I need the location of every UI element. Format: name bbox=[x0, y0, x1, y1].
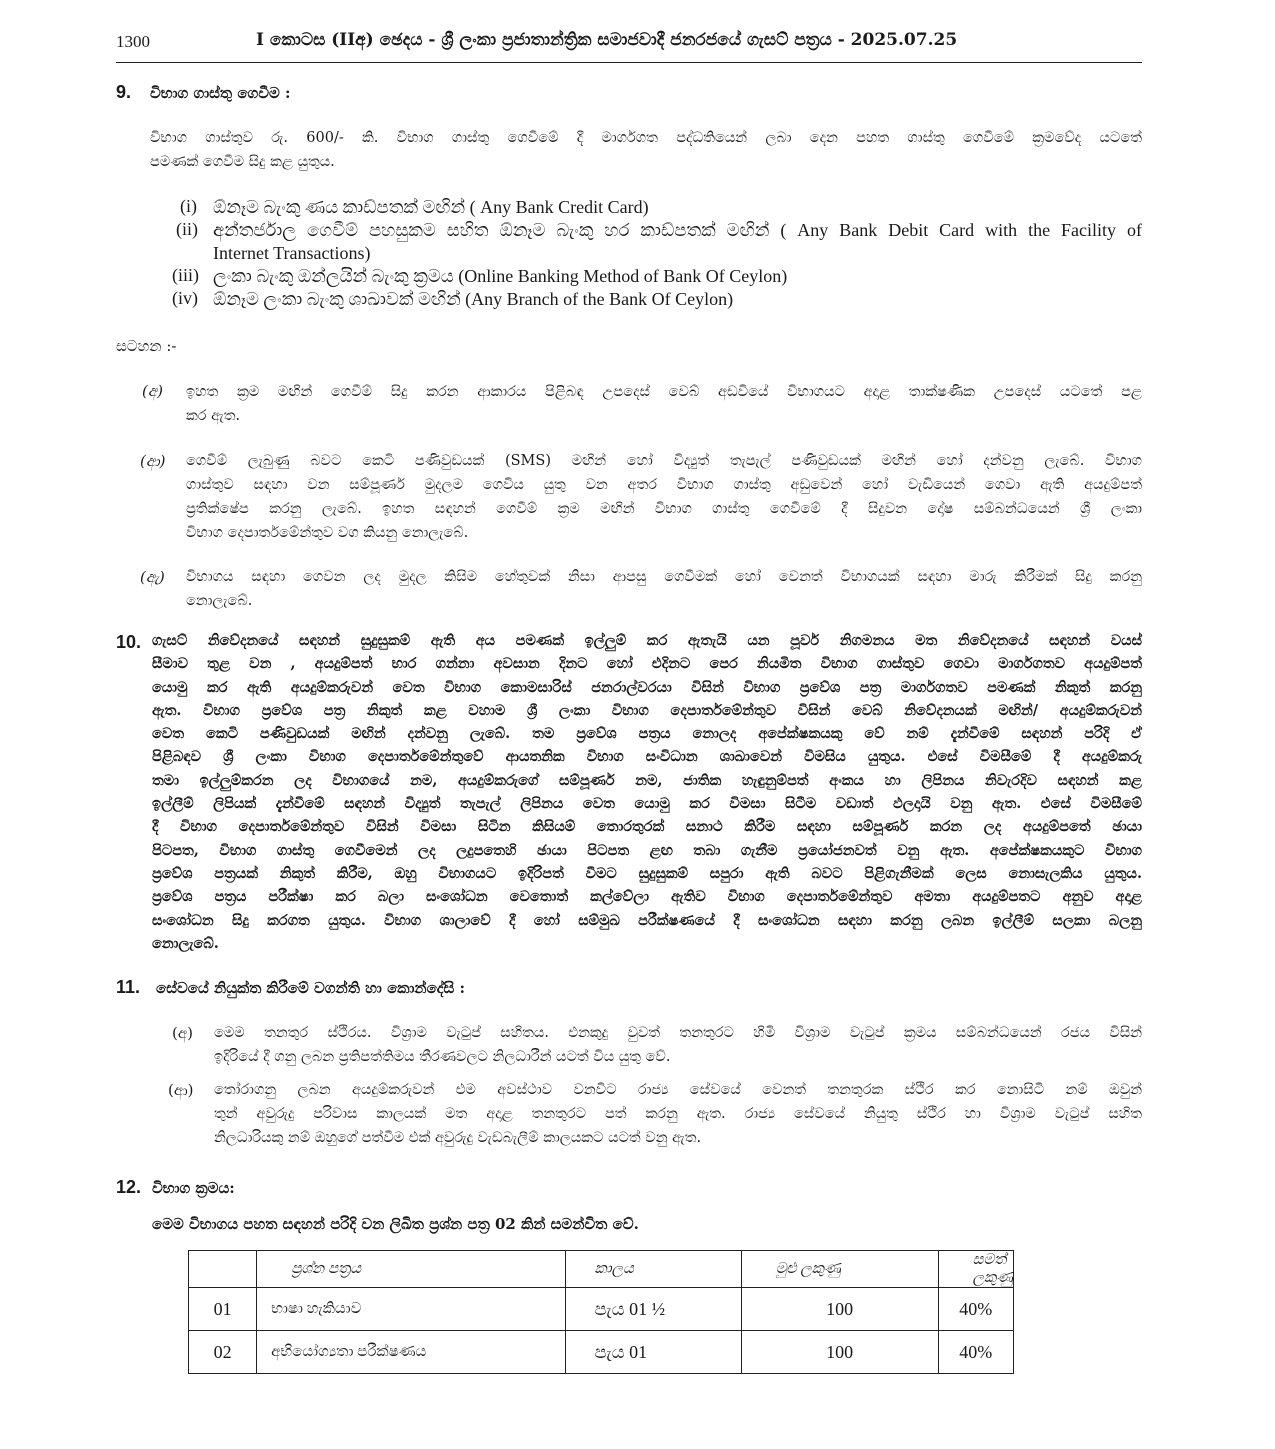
item-label: (ii) bbox=[176, 219, 198, 239]
header-cell: මුළු ලකුණු bbox=[741, 1251, 938, 1288]
payment-methods-list bbox=[150, 196, 1142, 311]
table-cell: 02 bbox=[189, 1331, 257, 1374]
table-cell: 100 bbox=[741, 1331, 938, 1374]
note-label: (ඇ) bbox=[140, 568, 165, 586]
condition-item bbox=[214, 1078, 1142, 1150]
condition-line: මෙම තනතුර ස්ථිරය. විශ්‍රාම වැටුප් සහිතය. එනකුදු වුවත් තනතුරට හිමි විශ්‍රාම වැටුප් ක්‍රමය සම්බන්ධයෙන් රජය විසින් bbox=[214, 1025, 1142, 1041]
payment-method-item bbox=[150, 265, 1142, 288]
section-11-title: සේවයේ නියුක්ත කිරීමේ වගන්ති හා කොන්දේසි : bbox=[156, 979, 466, 997]
table-cell: අභියෝග්‍යතා පරීක්ෂණය bbox=[257, 1331, 566, 1374]
header-cell: සමත් ලකුණු bbox=[938, 1251, 1013, 1288]
condition-line: ඉදිරියේ දී ගනු ලබන ප්‍රතිපත්තිමය තීරණවලට නිලධාරීන් යටත් විය යුතු වේ. bbox=[214, 1049, 671, 1065]
section-12-title: විභාග ක්‍රමය: bbox=[152, 1179, 235, 1197]
note-title: සටහන :- bbox=[116, 337, 177, 355]
header-cell bbox=[189, 1251, 257, 1288]
table-cell: 40% bbox=[938, 1288, 1013, 1331]
note-label: (ආ) bbox=[140, 452, 166, 470]
note-line: විභාගය සඳහා ගෙවන ලද මුදල කිසිම හේතුවක් නිසා ආපසු ගෙවීමක් හෝ වෙනත් විභාගයක් සඳහා මාරු කිරීමක් සිදු කරනු bbox=[186, 569, 1142, 585]
section-10-line: පිළිබඳව ශ්‍රී ලංකා විභාග දෙපාර්තමේන්තුවේ ආයතනික විභාග සංවිධාන ශාඛාවෙන් විමසිය යුතුය. එසේ විමසීමේ දී අයදුම්කරු bbox=[152, 748, 1142, 766]
header-cell: ප්‍රශ්න පත්‍රය bbox=[257, 1251, 566, 1288]
table-cell: පැය 01 ½ bbox=[566, 1288, 741, 1331]
item-label: (iii) bbox=[172, 265, 199, 285]
item-text: ඕනෑම ලංකා බැංකු ශාඛාවක් මඟින් (Any Branch of the Bank Of Ceylon) bbox=[213, 289, 734, 309]
section-12-number: 12. bbox=[116, 1177, 142, 1197]
note-label: (අ) bbox=[142, 382, 163, 400]
condition-line: නිලධාරියකු නම් ඔහුගේ පත්වීම එක් අවුරුදු වැඩබැලීම් කාලයකට යටත් වනු ඇත. bbox=[214, 1130, 702, 1146]
table-cell: භාෂා හැකියාව bbox=[257, 1288, 566, 1331]
note-item bbox=[186, 380, 1142, 428]
condition-label: (අ) bbox=[172, 1024, 193, 1042]
section-9-line: පමණක් ගෙවීම සිදු කළ යුතුය. bbox=[150, 154, 335, 170]
note-item bbox=[186, 449, 1142, 545]
item-label: (i) bbox=[180, 196, 197, 216]
table-cell: පැය 01 bbox=[566, 1331, 741, 1374]
note-line: ගෙවීම් ලැබුණු බවට කෙටි පණිවුඩයක් (SMS) මඟින් හෝ විද්‍යුත් තැපැල් පණිවුඩයක් මඟින් හෝ දන්වනු ලැබේ. විභාග bbox=[186, 453, 1142, 469]
table-header-row bbox=[189, 1251, 1014, 1288]
condition-line: තුන් අවුරුදු පරිවාස කාලයක් මත අදාළ තනතුරට පත් කරනු ඇත. රාජ්‍ය සේවයේ නියුතු ස්ථිර හා විශ්‍රාම වැටුප් සහිත bbox=[214, 1106, 1142, 1122]
page-header bbox=[116, 30, 1142, 63]
section-10-line: ප්‍රවේශ පත්‍රය පරීක්ෂා කර බලා සංශෝධන වෙතොත් කල්වේලා ඇතිව විභාග දෙපාර්තමේන්තුව අමතා අයදුම්පතට අනුව අදාළ bbox=[152, 888, 1142, 906]
section-10-line: යොමු කර ඇති අයදුම්කරුවන් වෙත විභාග කොමසාරිස් ජනරාල්වරයා විසින් විභාග ප්‍රවේශ පත්‍ර මාර්ගගතව පමණක් නිකුත් කරනු bbox=[152, 678, 1142, 696]
section-10-line: දී විභාග දෙපාර්තමේන්තුව විසින් විමසා සිටින කිසියම් තොරතුරක් සනාථ කිරීම සඳහා සම්පූර්ණ කරන ලද අයදුම්පතේ ඡායා bbox=[152, 818, 1142, 836]
section-10-number: 10. bbox=[116, 632, 142, 652]
note-line: ප්‍රතික්ෂේප කරනු ලැබේ. ඉහත සඳහන් ගෙවීම් ක්‍රම මඟින් විභාග ගාස්තු ගෙවීමේ දී සිදුවන දෝෂ සම්බන්ධයෙන් ශ්‍රී ලංකා bbox=[186, 501, 1142, 517]
section-9-line: විභාග ගාස්තුව රු. 600/- කි. විභාග ගාස්තු ගෙවීමේ දී මාර්ගගත පද්ධතියෙන් ලබා දෙන පහත ගාස්තු ගෙවීමේ ක්‍රමවේද යටතේ bbox=[150, 130, 1142, 146]
table-row bbox=[189, 1288, 1014, 1331]
section-10-line: ඉල්ලීම් ලිපියක් දැන්වීමේ සඳහන් විද්‍යුත් තැපැල් ලිපිනය වෙත යොමු කර විමසා සිටීම වඩාත් ඵලදායි වනු ඇත. එසේ විමසීමේ bbox=[152, 795, 1142, 813]
section-11-number: 11. bbox=[116, 977, 141, 997]
section-9-title: විභාග ගාස්තු ගෙවීම : bbox=[150, 84, 291, 102]
section-10-line: ඇත. විභාග ප්‍රවේශ පත්‍ර නිකුත් කළ වහාම ශ්‍රී ලංකා විභාග දෙපාර්තමේන්තුව විසින් වෙබ් නිවේදනයක් මඟින්/ අයදුම්කරුවන් bbox=[152, 701, 1142, 719]
section-10-line: ගැසට් නිවේදනයේ සඳහන් සුදුසුකම් ඇති අය පමණක් ඉල්ලුම් කර ඇතැයි යන පූර්ව නිගමනය මත නිවේදනයේ සඳහන් වයස් bbox=[152, 632, 1142, 649]
condition-label: (ආ) bbox=[168, 1081, 194, 1099]
note-line: විභාග දෙපාර්තමේන්තුව වග කියනු නොලැබේ. bbox=[186, 525, 469, 541]
payment-method-item bbox=[150, 288, 1142, 311]
section-10-line: ප්‍රවේශ පත්‍රයක් නිකුත් කිරීම, ඔහු විභාගයට ඉදිරිපත් වීමට සුදුසුකම් සපුරා ඇති බවට පිළිගැනීමක් ලෙස නොසැලකිය යුතුය. bbox=[152, 864, 1142, 882]
note-line: නොලැබේ. bbox=[186, 593, 253, 609]
section-9-number: 9. bbox=[116, 82, 132, 102]
section-9-paragraph bbox=[150, 126, 1142, 174]
table-cell: 40% bbox=[938, 1331, 1013, 1374]
section-10-paragraph bbox=[152, 629, 1142, 955]
table-row bbox=[189, 1331, 1014, 1374]
item-label: (iv) bbox=[172, 288, 198, 308]
condition-item bbox=[214, 1021, 1142, 1069]
item-text: ලංකා බැංකු ඔන්ලයින් බැංකු ක්‍රමය (Online Banking Method of Bank Of Ceylon) bbox=[213, 266, 788, 286]
note-line: ගාස්තුව සඳහා වන සම්පූර්ණ මුදලම ගෙවිය යුතු වන අතර විභාග ගාස්තු අඩුවෙන් හෝ වැඩියෙන් ගෙවා ඇති අයදුම්පත් bbox=[186, 477, 1142, 493]
section-10-line: පිටපත, විභාග ගාස්තු ගෙවීමෙන් ලද ලදුපතෙහි ඡායා පිටපත ළඟ තබා ගැනීම ප්‍රයෝජනවත් වනු ඇත. අපේක්ෂකයකුට විභාග bbox=[152, 841, 1142, 859]
header-cell: කාලය bbox=[566, 1251, 741, 1288]
payment-method-item bbox=[150, 196, 1142, 219]
page-number: 1300 bbox=[116, 32, 150, 51]
condition-line: තෝරාගනු ලබන අයදුම්කරුවන් එම අවස්ථාව වනවිට රාජ්‍ය සේවයේ වෙනත් තනතුරක ස්ථිර කර නොසිටී නම් ඔවුන් bbox=[214, 1082, 1142, 1098]
table-cell: 01 bbox=[189, 1288, 257, 1331]
payment-method-item bbox=[150, 219, 1142, 265]
gazette-title: I කොටස (IIඅ) ඡෙදය - ශ්‍රී ලංකා ප්‍රජාතාන්ත්‍රික සමාජවාදී ජනරජයේ ගැසට් පත්‍රය - 2025.07.25 bbox=[256, 30, 958, 50]
section-10-line: තමා ඉල්ලුම්කරන ලද විභාගයේ නම, අයදුම්කරුගේ සම්පූර්ණ නම, ජාතික හැඳුනුම්පත් අංකය හා ලිපිනය නිවැරදිව සඳහන් කළ bbox=[152, 771, 1142, 789]
note-item bbox=[186, 565, 1142, 613]
exam-scheme-table bbox=[188, 1250, 1014, 1374]
item-text: ඕනෑම බැංකු ණය කාඩ්පතක් මඟින් ( Any Bank Credit Card) bbox=[213, 197, 649, 217]
section-10-line: නොලැබේ. bbox=[152, 934, 219, 952]
section-10-line: සීමාව තුළ වන , අයදුම්පත් භාර ගන්නා අවසාන දිනට හෝ එදිනට පෙර නියමිත විභාග ගාස්තුව ගෙවා මාර්ගගතව අයදුම්පත් bbox=[152, 655, 1142, 673]
item-text-continued: Internet Transactions) bbox=[213, 243, 371, 263]
note-line: ඉහත ක්‍රම මඟින් ගෙවීම් සිදු කරන ආකාරය පිළිබඳ උපදෙස් වෙබ් අඩවියේ විභාගයට අදාළ තාක්ෂණික උපදෙස් යටතේ පළ bbox=[186, 384, 1142, 400]
section-12-intro: මෙම විභාගය පහත සඳහන් පරිදි වන ලිඛිත ප්‍රශ්න පත්‍ර 02 කින් සමන්විත වේ. bbox=[152, 1215, 639, 1233]
note-line: කර ඇත. bbox=[186, 408, 241, 424]
item-text: අන්තර්ජාල ගෙවීම් පහසුකම සහිත ඕනෑම බැංකු හර කාඩ්පතක් මඟින් ( Any Bank Debit Card with the Facility of bbox=[213, 220, 1142, 240]
table-cell: 100 bbox=[741, 1288, 938, 1331]
section-10-line: සංශෝධන සිදු කරගත යුතුය. විභාග ශාලාවේ දී හෝ සම්මුඛ පරීක්ෂණයේ දී සංශෝධන සඳහා කරනු ලබන ඉල්ලීම් සලකා බලනු bbox=[152, 911, 1142, 929]
section-10-line: වෙත කෙටි පණිවුඩයක් මඟින් දන්වනු ලැබේ. තම ප්‍රවේශ පත්‍රය නොලද අපේක්ෂකයකු වේ නම් දැන්වීමේ සඳහන් පරිදි ඒ bbox=[152, 725, 1142, 743]
